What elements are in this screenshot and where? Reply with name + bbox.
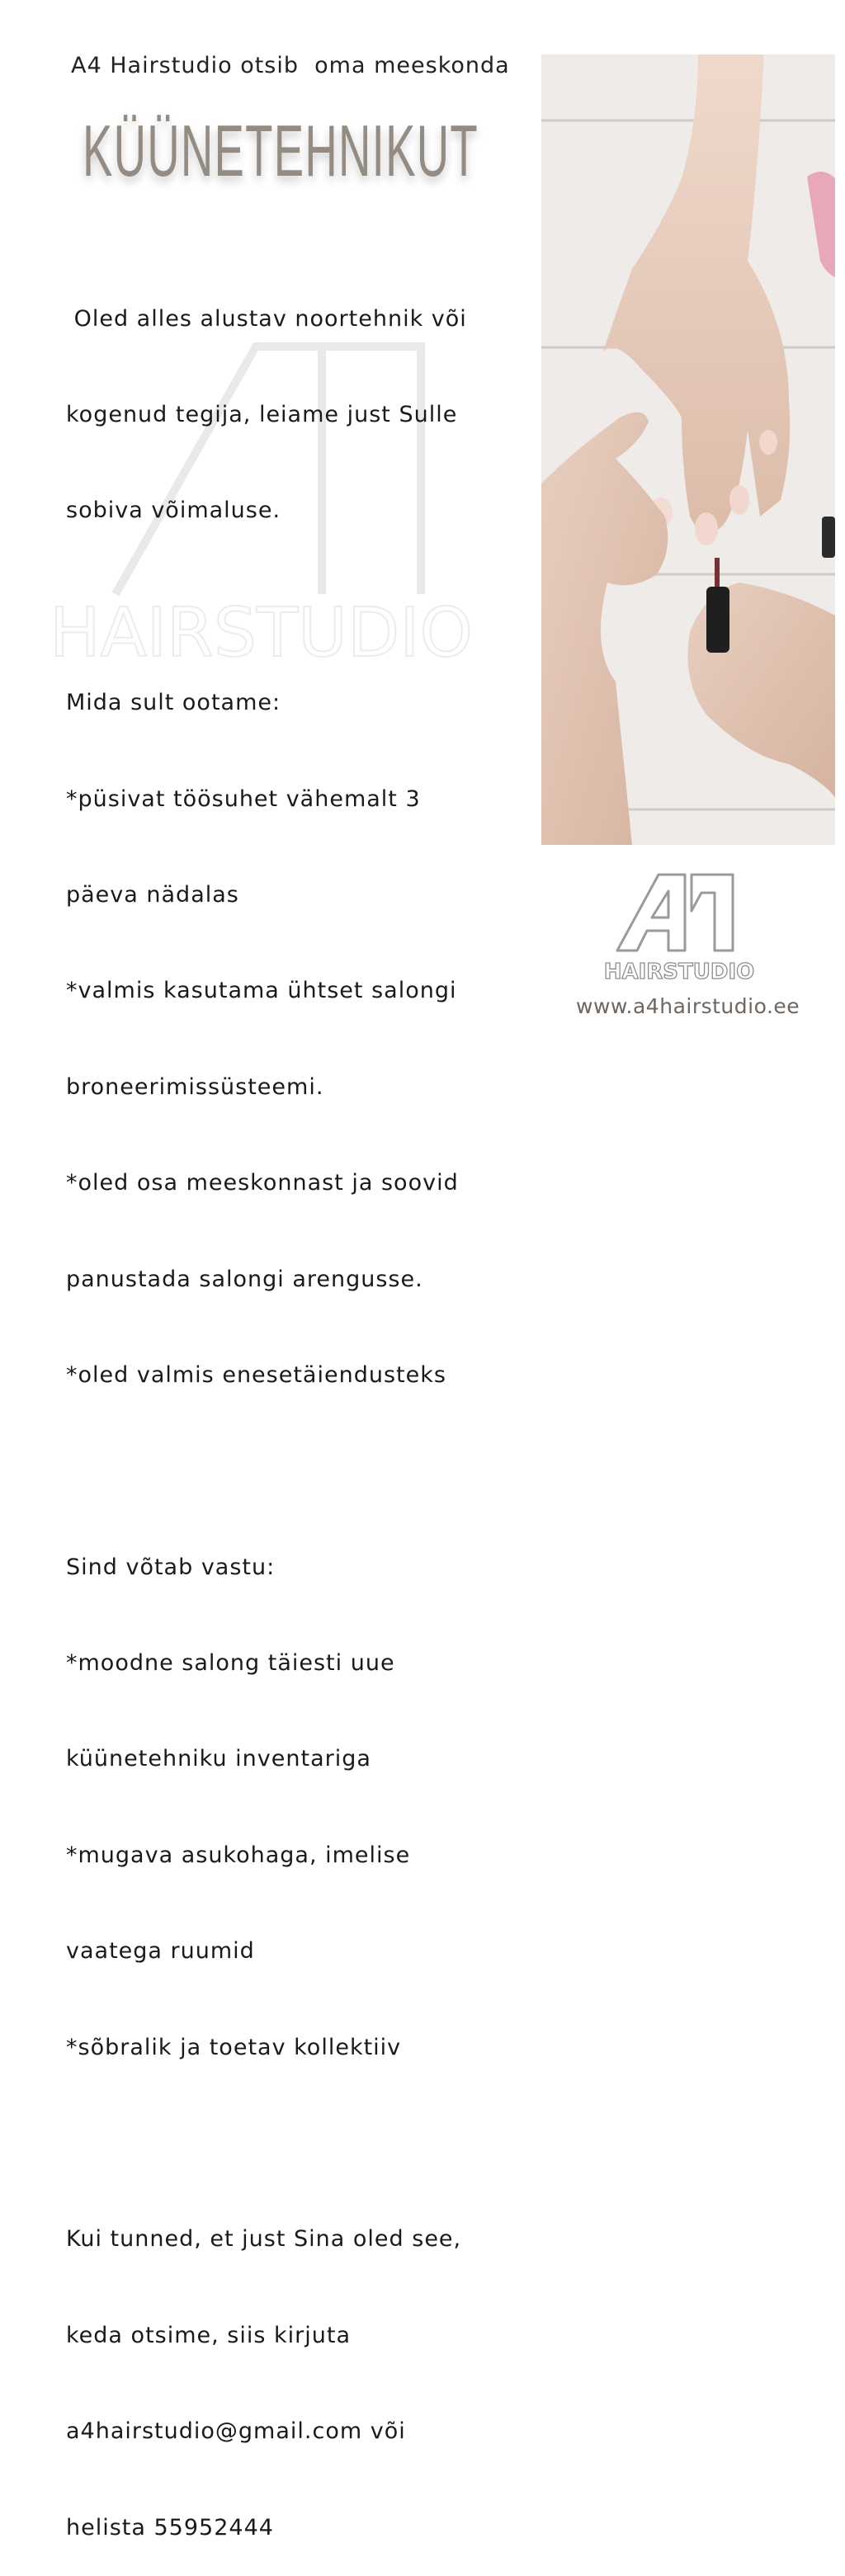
- offer-line: küünetehniku inventariga: [66, 1746, 371, 1772]
- expect-line: *oled valmis enesetäiendusteks: [66, 1361, 446, 1388]
- expect-line: panustada salongi arengusse.: [66, 1266, 423, 1292]
- expect-heading: Mida sult ootame:: [66, 690, 281, 716]
- intro-line: kogenud tegija, leiame just Sulle: [66, 401, 458, 427]
- intro-text: A4 Hairstudio otsib oma meeskonda: [71, 53, 510, 78]
- manicure-illustration: [541, 54, 835, 845]
- offer-line: *moodne salong täiesti uue: [66, 1650, 395, 1677]
- offer-line: *mugava asukohaga, imelise: [66, 1842, 411, 1868]
- contact-email-line: a4hairstudio@gmail.com või: [66, 2418, 406, 2445]
- expect-line: päeva nädalas: [66, 881, 239, 908]
- job-description: [66, 239, 512, 2576]
- offer-line: vaatega ruumid: [66, 1938, 255, 1965]
- expect-line: *oled osa meeskonnast ja soovid: [66, 1170, 459, 1196]
- a4-logo-icon: [617, 875, 733, 951]
- contact-line: Kui tunned, et just Sina oled see,: [66, 2226, 462, 2253]
- expect-line: *püsivat töösuhet vähemalt 3: [66, 786, 421, 812]
- expect-line: broneerimissüsteemi.: [66, 1073, 324, 1100]
- offer-line: *sõbralik ja toetav kollektiiv: [66, 2034, 402, 2060]
- a4-hairstudio-logo: [601, 868, 758, 992]
- manicure-photo: [541, 54, 835, 845]
- website-link[interactable]: www.a4hairstudio.ee: [576, 994, 800, 1018]
- svg-text:HAIRSTUDIO: HAIRSTUDIO: [50, 594, 473, 672]
- expect-line: *valmis kasutama ühtset salongi: [66, 978, 457, 1004]
- contact-phone-line: helista 55952444: [66, 2514, 274, 2541]
- page-title: KÜÜNETEHNIKUT: [83, 110, 479, 191]
- intro-line: sobiva võimaluse.: [66, 498, 281, 524]
- logo-wordmark: HAIRSTUDIO: [603, 960, 755, 984]
- contact-line: keda otsime, siis kirjuta: [66, 2322, 352, 2348]
- offer-heading: Sind võtab vastu:: [66, 1554, 276, 1580]
- intro-line: Oled alles alustav noortehnik või: [66, 305, 467, 332]
